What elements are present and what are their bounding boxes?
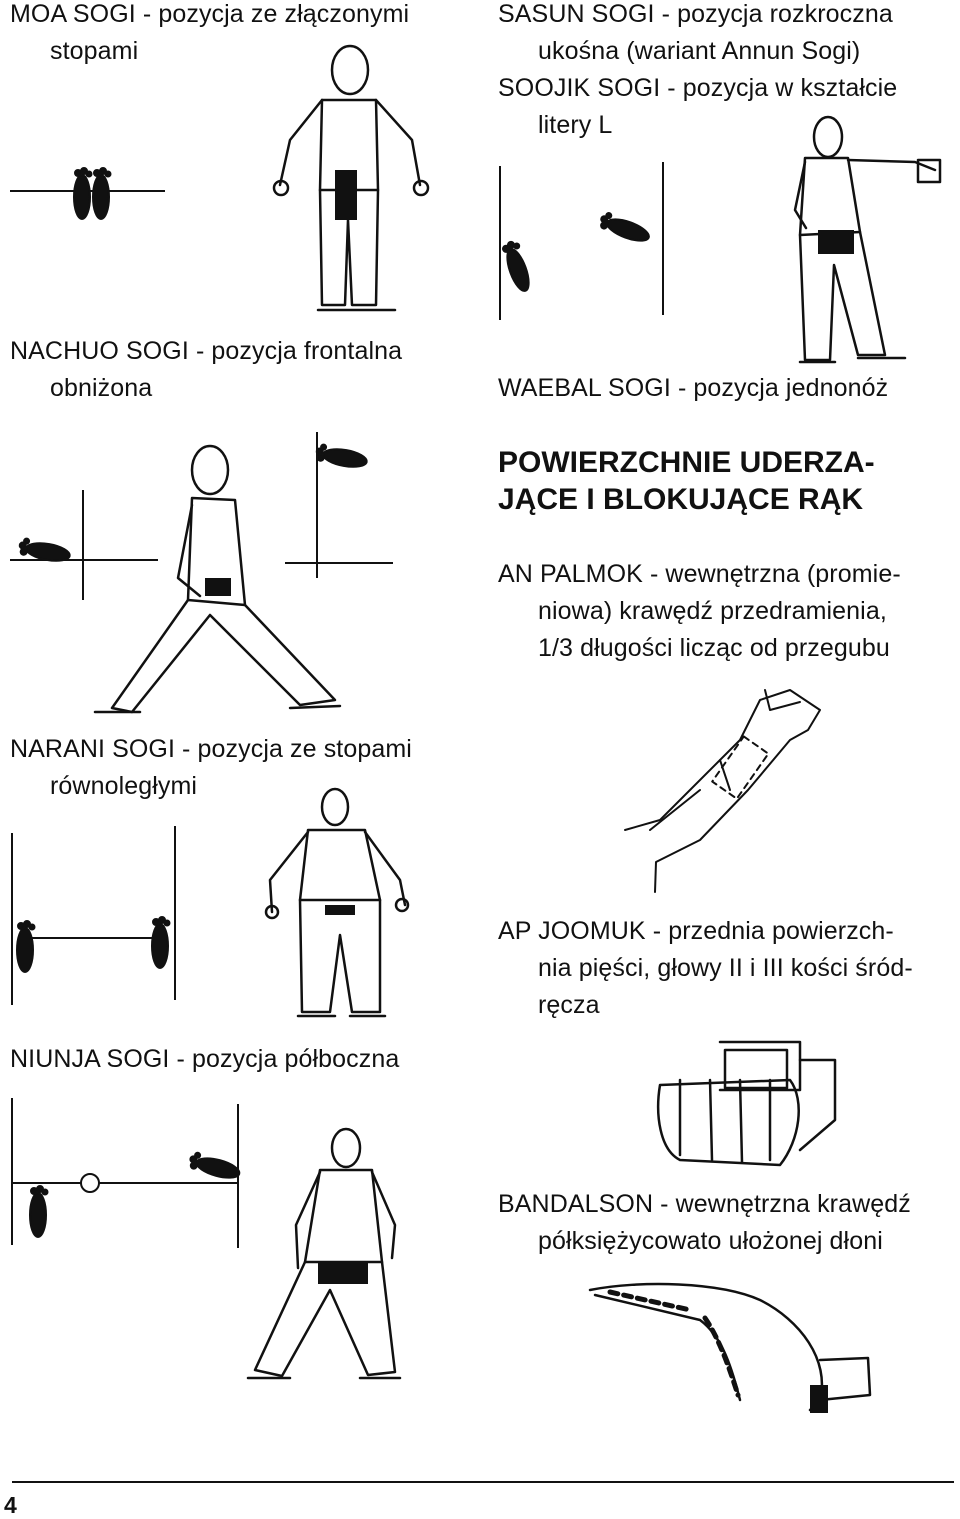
niunja-sogi-line1: NIUNJA SOGI - pozycja półboczna bbox=[10, 1045, 400, 1073]
sasun-sogi-footprints bbox=[500, 162, 663, 320]
nachuo-sogi-line1: NACHUO SOGI - pozycja frontalna bbox=[10, 337, 403, 365]
section-heading-line1: POWIERZCHNIE UDERZA- bbox=[498, 446, 875, 479]
soojik-sogi-figure bbox=[795, 117, 940, 362]
bandalson-hand bbox=[590, 1284, 870, 1413]
ap-joomuk-fist bbox=[658, 1042, 835, 1165]
narani-sogi-line2: równoległymi bbox=[50, 772, 198, 800]
moa-sogi-line1: MOA SOGI - pozycja ze złączonymi bbox=[10, 0, 410, 28]
sasun-sogi-line2: ukośna (wariant Annun Sogi) bbox=[538, 37, 861, 65]
moa-sogi-line2: stopami bbox=[50, 37, 139, 65]
nachuo-sogi-line2: obniżona bbox=[50, 374, 153, 402]
moa-sogi-figure bbox=[274, 46, 428, 310]
narani-sogi-footprints bbox=[12, 826, 175, 1005]
waebal-sogi-line1: WAEBAL SOGI - pozycja jednonóż bbox=[498, 374, 889, 402]
an-palmok-forearm bbox=[625, 690, 820, 892]
sasun-sogi-line1: SASUN SOGI - pozycja rozkroczna bbox=[498, 0, 893, 28]
soojik-sogi-line1: SOOJIK SOGI - pozycja w kształcie bbox=[498, 74, 898, 102]
niunja-sogi-figure bbox=[248, 1129, 400, 1378]
bandalson-line1: BANDALSON - wewnętrzna krawędź bbox=[498, 1190, 911, 1218]
an-palmok-line1: AN PALMOK - wewnętrzna (promie- bbox=[498, 560, 901, 588]
niunja-sogi-footprints bbox=[12, 1098, 242, 1248]
ap-joomuk-line2: nia pięści, głowy II i III kości śród- bbox=[538, 954, 913, 982]
page-number: 4 bbox=[4, 1492, 17, 1518]
footer-rule bbox=[12, 1481, 954, 1483]
section-heading-line2: JĄCE I BLOKUJĄCE RĄK bbox=[498, 483, 864, 516]
an-palmok-line3: 1/3 długości licząc od przegubu bbox=[538, 634, 890, 662]
ap-joomuk-line3: ręcza bbox=[538, 991, 600, 1019]
an-palmok-line2: niowa) krawędź przedramienia, bbox=[538, 597, 887, 625]
ap-joomuk-line1: AP JOOMUK - przednia powierzch- bbox=[498, 917, 894, 945]
bandalson-line2: półksiężycowato ułożonej dłoni bbox=[538, 1227, 883, 1255]
moa-sogi-footprints bbox=[10, 168, 165, 219]
narani-sogi-line1: NARANI SOGI - pozycja ze stopami bbox=[10, 735, 412, 763]
nachuo-sogi-figure bbox=[95, 446, 340, 712]
nachuo-sogi-footprints bbox=[10, 432, 393, 600]
narani-sogi-figure bbox=[266, 789, 408, 1016]
soojik-sogi-line2: litery L bbox=[538, 111, 613, 139]
